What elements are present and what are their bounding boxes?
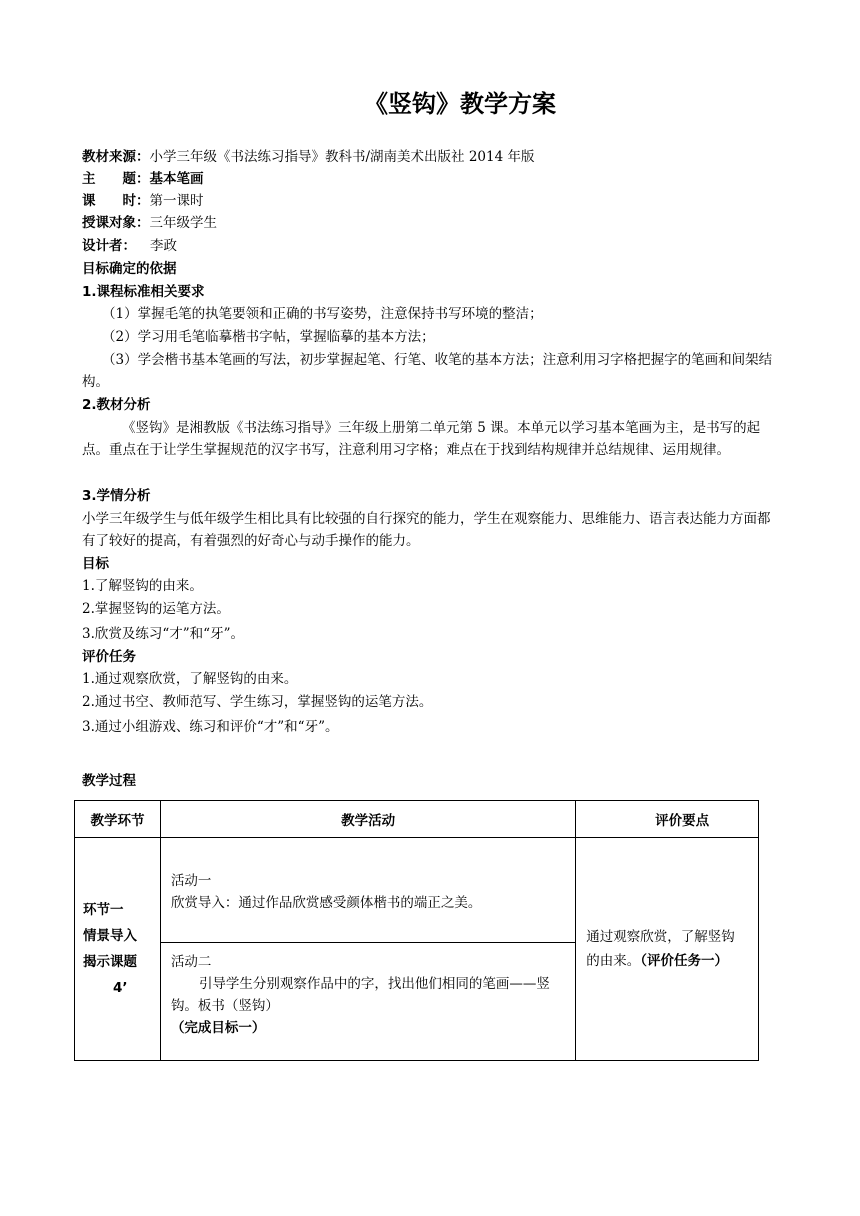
header-stage: 教学环节 [75, 801, 161, 838]
section1-item-1: （1）掌握毛笔的执笔要领和正确的书写姿势，注意保持书写环境的整洁； [102, 306, 543, 322]
activity-1-title: 活动一 [170, 873, 212, 889]
table-header-row [75, 801, 759, 838]
task-item: 3.通过小组游戏、练习和评价“才”和“牙”。 [82, 719, 339, 735]
activity-2-cell [160, 943, 575, 1061]
activity-2-title: 活动二 [170, 954, 212, 970]
goal-item: 1.了解竖钩的由来。 [82, 578, 203, 594]
section3-text: 小学三年级学生与低年级学生相比具有比较强的自行探究的能力，学生在观察能力、思维能力、语言表达能力方面都有了较好的提高，有着强烈的好奇心与动手操作的能力。 [82, 511, 771, 549]
stage-cell [75, 838, 161, 1061]
stage-duration: 4’ [113, 980, 128, 996]
eval-note: （评价任务一） [640, 953, 728, 969]
meta-designer: 设计者： 李政 [82, 238, 177, 254]
section2-text: 《竖钩》是湘教版《书法练习指导》三年级上册第二单元第 5 课。本单元以学习基本笔画为主，是书写的起点。重点在于让学生掌握规范的汉字书写，注意利用习字格；难点在于找到结构规律并总结规律、运用规律。 [82, 420, 761, 458]
section3-heading: 3.学情分析 [82, 488, 151, 504]
activity-1-cell [160, 838, 575, 943]
activity-2-note: （完成目标一） [170, 1020, 266, 1036]
header-activity: 教学活动 [160, 801, 575, 838]
table-row [75, 838, 759, 943]
activity-1-text: 欣赏导入：通过作品欣赏感受颜体楷书的端正之美。 [170, 895, 482, 911]
task-item: 2.通过书空、教师范写、学生练习，掌握竖钩的运笔方法。 [82, 694, 433, 710]
goals-heading: 目标 [82, 556, 109, 572]
header-eval: 评价要点 [576, 801, 759, 838]
meta-lesson: 课 时：第一课时 [82, 193, 204, 209]
page-title: 《竖钩》教学方案 [364, 90, 556, 118]
eval-cell [576, 838, 759, 1061]
meta-source: 教材来源：小学三年级《书法练习指导》教科书/湖南美术出版社 2014 年版 [82, 149, 535, 165]
stage-line: 情景导入 [83, 928, 137, 944]
basis-heading: 目标确定的依据 [82, 261, 177, 277]
lesson-table [74, 800, 759, 1061]
tasks-heading: 评价任务 [82, 649, 136, 665]
section2-heading: 2.教材分析 [82, 397, 151, 413]
section1-item-3: （3）学会楷书基本笔画的写法，初步掌握起笔、行笔、收笔的基本方法；注意利用习字格把握字的笔画和间架结构。 [82, 352, 773, 390]
goal-item: 3.欣赏及练习“才”和“牙”。 [82, 626, 244, 642]
stage-line: 揭示课题 [83, 954, 137, 970]
stage-line: 环节一 [83, 902, 124, 918]
meta-topic: 主 题：基本笔画 [82, 171, 204, 187]
goal-item: 2.掌握竖钩的运笔方法。 [82, 601, 230, 617]
process-heading: 教学过程 [82, 773, 136, 789]
task-item: 1.通过观察欣赏，了解竖钩的由来。 [82, 671, 298, 687]
section1-item-2: （2）学习用毛笔临摹楷书字帖，掌握临摹的基本方法； [102, 329, 435, 345]
activity-2-text: 引导学生分别观察作品中的字，找出他们相同的笔画——竖钩。板书（竖钩） [170, 976, 550, 1014]
section1-heading: 1.课程标准相关要求 [82, 284, 205, 300]
meta-audience: 授课对象：三年级学生 [82, 215, 217, 231]
eval-text: 通过观察欣赏，了解竖钩的由来。 [586, 929, 735, 969]
